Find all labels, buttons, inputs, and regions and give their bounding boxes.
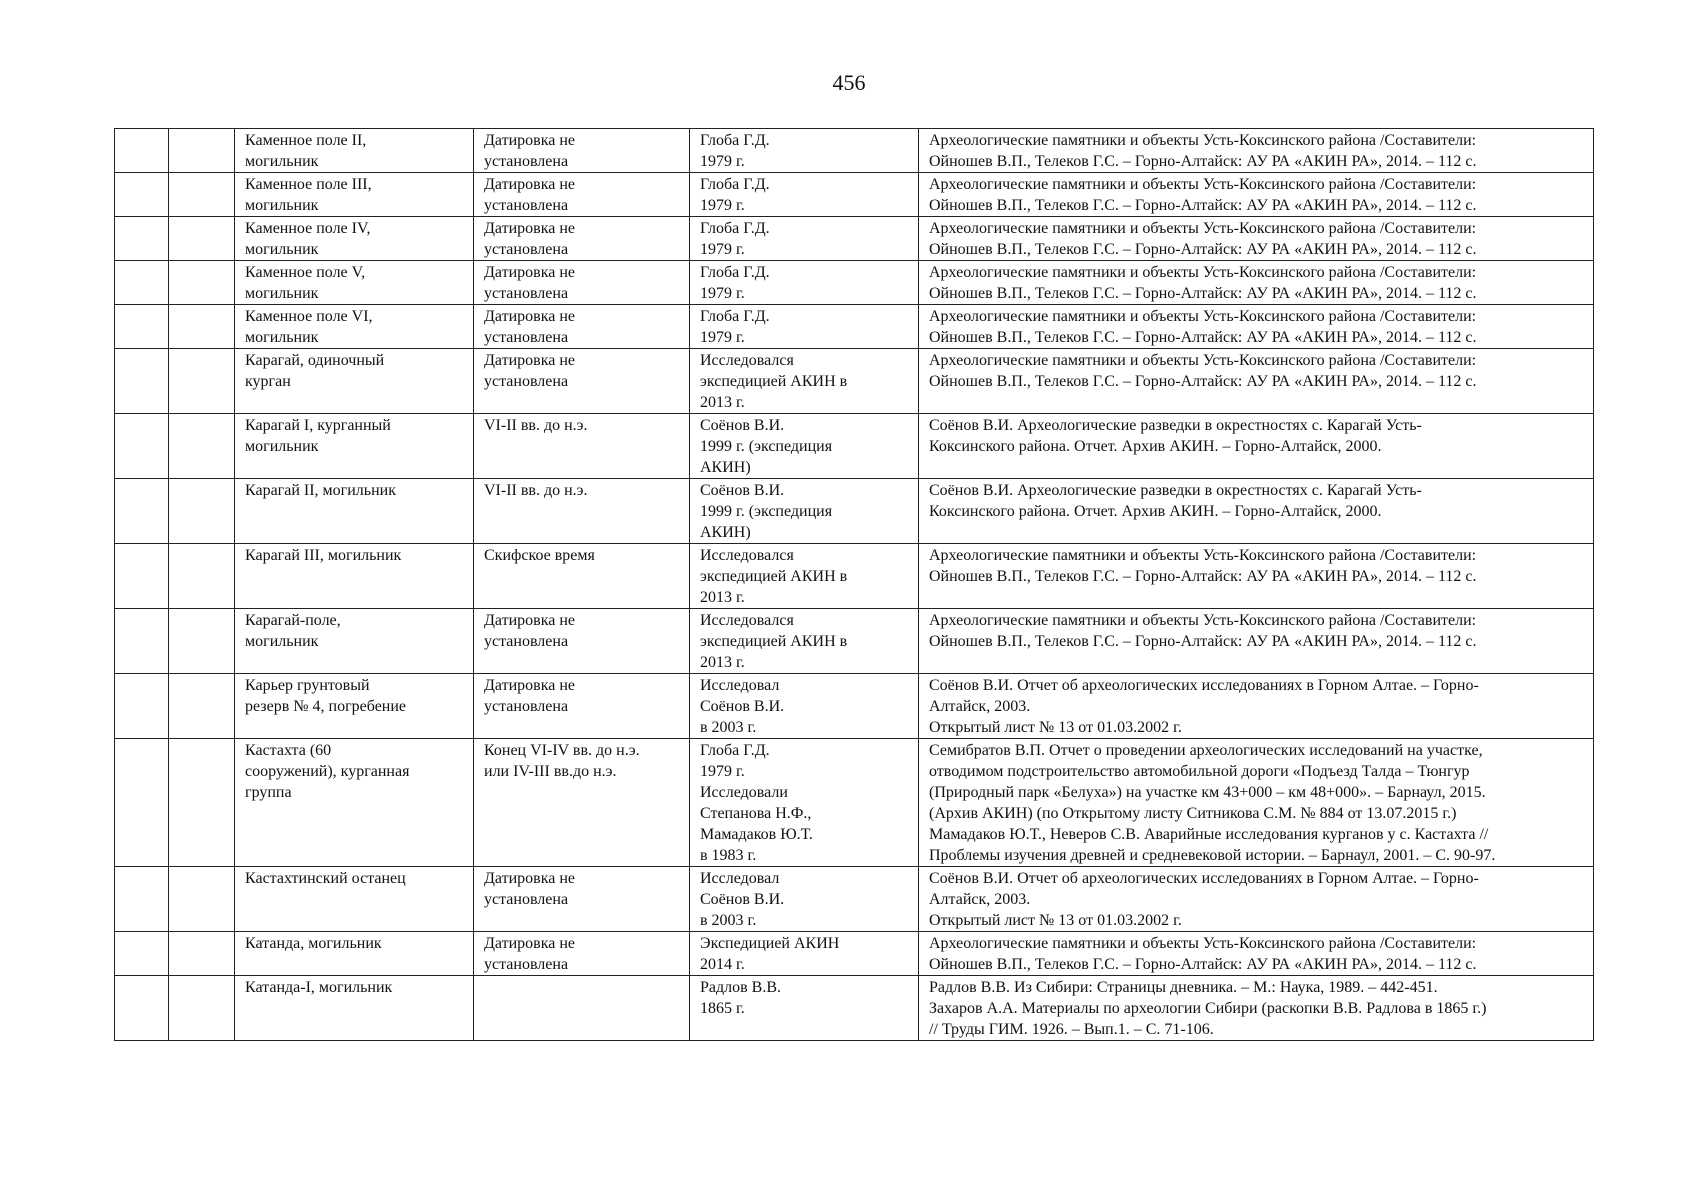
source-cell: Радлов В.В. Из Сибири: Страницы дневника. – М.: Наука, 1989. – 442-451. Захаров А.А. Материалы по археологии Сибири (раскопки В.В. Радлова в 1865 г.) // Труды ГИМ. 1926. – Вып.1. – С. 71-106. [919,976,1594,1041]
research-cell: Исследовался экспедицией АКИН в 2013 г. [690,349,919,414]
number-cell [115,976,169,1041]
monument-name-cell: Каменное поле II, могильник [235,129,474,173]
monument-name-cell: Карагай-поле, могильник [235,609,474,674]
research-cell: Исследовал Соёнов В.И. в 2003 г. [690,867,919,932]
research-cell: Соёнов В.И. 1999 г. (экспедиция АКИН) [690,479,919,544]
source-cell: Археологические памятники и объекты Усть-Коксинского района /Составители: Ойношев В.П., Телеков Г.С. – Горно-Алтайск: АУ РА «АКИН РА», 2014. – 112 с. [919,129,1594,173]
research-cell: Глоба Г.Д. 1979 г. [690,261,919,305]
number-cell [115,173,169,217]
code-cell [169,867,235,932]
source-cell: Археологические памятники и объекты Усть-Коксинского района /Составители: Ойношев В.П., Телеков Г.С. – Горно-Алтайск: АУ РА «АКИН РА», 2014. – 112 с. [919,261,1594,305]
source-cell: Археологические памятники и объекты Усть-Коксинского района /Составители: Ойношев В.П., Телеков Г.С. – Горно-Алтайск: АУ РА «АКИН РА», 2014. – 112 с. [919,217,1594,261]
dating-cell: VI-II вв. до н.э. [474,414,690,479]
source-cell: Соёнов В.И. Археологические разведки в окрестностях с. Карагай Усть- Коксинского района. Отчет. Архив АКИН. – Горно-Алтайск, 2000. [919,479,1594,544]
table-row [115,976,1594,1041]
table-row [115,867,1594,932]
number-cell [115,129,169,173]
research-cell: Исследовался экспедицией АКИН в 2013 г. [690,544,919,609]
code-cell [169,739,235,867]
table-row [115,544,1594,609]
monument-name-cell: Кастахтинский останец [235,867,474,932]
dating-cell [474,976,690,1041]
source-cell: Соёнов В.И. Отчет об археологических исследованиях в Горном Алтае. – Горно- Алтайск, 2003. Открытый лист № 13 от 01.03.2002 г. [919,674,1594,739]
monument-name-cell: Карьер грунтовый резерв № 4, погребение [235,674,474,739]
table-row [115,479,1594,544]
code-cell [169,173,235,217]
code-cell [169,414,235,479]
research-cell: Глоба Г.Д. 1979 г. [690,129,919,173]
code-cell [169,479,235,544]
table-row [115,305,1594,349]
number-cell [115,739,169,867]
monument-name-cell: Каменное поле IV, могильник [235,217,474,261]
source-cell: Соёнов В.И. Отчет об археологических исследованиях в Горном Алтае. – Горно- Алтайск, 2003. Открытый лист № 13 от 01.03.2002 г. [919,867,1594,932]
monument-name-cell: Каменное поле V, могильник [235,261,474,305]
table-row [115,173,1594,217]
table-row [115,349,1594,414]
monument-name-cell: Катанда-I, могильник [235,976,474,1041]
number-cell [115,544,169,609]
number-cell [115,305,169,349]
source-cell: Археологические памятники и объекты Усть-Коксинского района /Составители: Ойношев В.П., Телеков Г.С. – Горно-Алтайск: АУ РА «АКИН РА», 2014. – 112 с. [919,932,1594,976]
code-cell [169,129,235,173]
table-row [115,217,1594,261]
research-cell: Глоба Г.Д. 1979 г. [690,173,919,217]
dating-cell: Датировка не установлена [474,349,690,414]
number-cell [115,414,169,479]
dating-cell: Датировка не установлена [474,129,690,173]
code-cell [169,217,235,261]
number-cell [115,349,169,414]
code-cell [169,976,235,1041]
code-cell [169,674,235,739]
table-row [115,609,1594,674]
number-cell [115,932,169,976]
research-cell: Экспедицией АКИН 2014 г. [690,932,919,976]
monument-name-cell: Карагай, одиночный курган [235,349,474,414]
code-cell [169,609,235,674]
table-row [115,932,1594,976]
source-cell: Археологические памятники и объекты Усть-Коксинского района /Составители: Ойношев В.П., Телеков Г.С. – Горно-Алтайск: АУ РА «АКИН РА», 2014. – 112 с. [919,349,1594,414]
monuments-table [114,128,1594,1041]
number-cell [115,674,169,739]
dating-cell: Датировка не установлена [474,305,690,349]
research-cell: Радлов В.В. 1865 г. [690,976,919,1041]
dating-cell: Датировка не установлена [474,261,690,305]
research-cell: Глоба Г.Д. 1979 г. [690,217,919,261]
dating-cell: Датировка не установлена [474,867,690,932]
monument-name-cell: Катанда, могильник [235,932,474,976]
source-cell: Археологические памятники и объекты Усть-Коксинского района /Составители: Ойношев В.П., Телеков Г.С. – Горно-Алтайск: АУ РА «АКИН РА», 2014. – 112 с. [919,544,1594,609]
number-cell [115,609,169,674]
research-cell: Соёнов В.И. 1999 г. (экспедиция АКИН) [690,414,919,479]
source-cell: Археологические памятники и объекты Усть-Коксинского района /Составители: Ойношев В.П., Телеков Г.С. – Горно-Алтайск: АУ РА «АКИН РА», 2014. – 112 с. [919,305,1594,349]
research-cell: Глоба Г.Д. 1979 г. Исследовали Степанова Н.Ф., Мамадаков Ю.Т. в 1983 г. [690,739,919,867]
source-cell: Археологические памятники и объекты Усть-Коксинского района /Составители: Ойношев В.П., Телеков Г.С. – Горно-Алтайск: АУ РА «АКИН РА», 2014. – 112 с. [919,173,1594,217]
page-number: 456 [832,70,866,95]
monument-name-cell: Карагай III, могильник [235,544,474,609]
code-cell [169,349,235,414]
dating-cell: Датировка не установлена [474,217,690,261]
number-cell [115,217,169,261]
table-row [115,674,1594,739]
code-cell [169,544,235,609]
dating-cell: VI-II вв. до н.э. [474,479,690,544]
dating-cell: Датировка не установлена [474,173,690,217]
table-row [115,129,1594,173]
monument-name-cell: Каменное поле III, могильник [235,173,474,217]
number-cell [115,867,169,932]
research-cell: Глоба Г.Д. 1979 г. [690,305,919,349]
number-cell [115,479,169,544]
code-cell [169,932,235,976]
dating-cell: Конец VI-IV вв. до н.э. или IV-III вв.до н.э. [474,739,690,867]
table-body [115,129,1594,1041]
dating-cell: Датировка не установлена [474,609,690,674]
research-cell: Исследовался экспедицией АКИН в 2013 г. [690,609,919,674]
table-row [115,414,1594,479]
monument-name-cell: Каменное поле VI, могильник [235,305,474,349]
table-row [115,261,1594,305]
monument-name-cell: Карагай I, курганный могильник [235,414,474,479]
code-cell [169,305,235,349]
dating-cell: Скифское время [474,544,690,609]
number-cell [115,261,169,305]
code-cell [169,261,235,305]
monument-name-cell: Карагай II, могильник [235,479,474,544]
source-cell: Соёнов В.И. Археологические разведки в окрестностях с. Карагай Усть- Коксинского района. Отчет. Архив АКИН. – Горно-Алтайск, 2000. [919,414,1594,479]
monument-name-cell: Кастахта (60 сооружений), курганная группа [235,739,474,867]
dating-cell: Датировка не установлена [474,932,690,976]
source-cell: Археологические памятники и объекты Усть-Коксинского района /Составители: Ойношев В.П., Телеков Г.С. – Горно-Алтайск: АУ РА «АКИН РА», 2014. – 112 с. [919,609,1594,674]
research-cell: Исследовал Соёнов В.И. в 2003 г. [690,674,919,739]
source-cell: Семибратов В.П. Отчет о проведении археологических исследований на участке, отводимом подстроительство автомобильной дороги «Подъезд Талда – Тюнгур (Природный парк «Белуха») на участке км 43+000 – км 48+000». – Барнаул, 2015. (Архив АКИН) (по Открытому листу Ситникова С.М. № 884 от 13.07.2015 г.) Мамадаков Ю.Т., Неверов С.В. Аварийные исследования курганов у с. Кастахта // Проблемы изучения древней и средневековой истории. – Барнаул, 2001. – С. 90-97. [919,739,1594,867]
table-row [115,739,1594,867]
dating-cell: Датировка не установлена [474,674,690,739]
